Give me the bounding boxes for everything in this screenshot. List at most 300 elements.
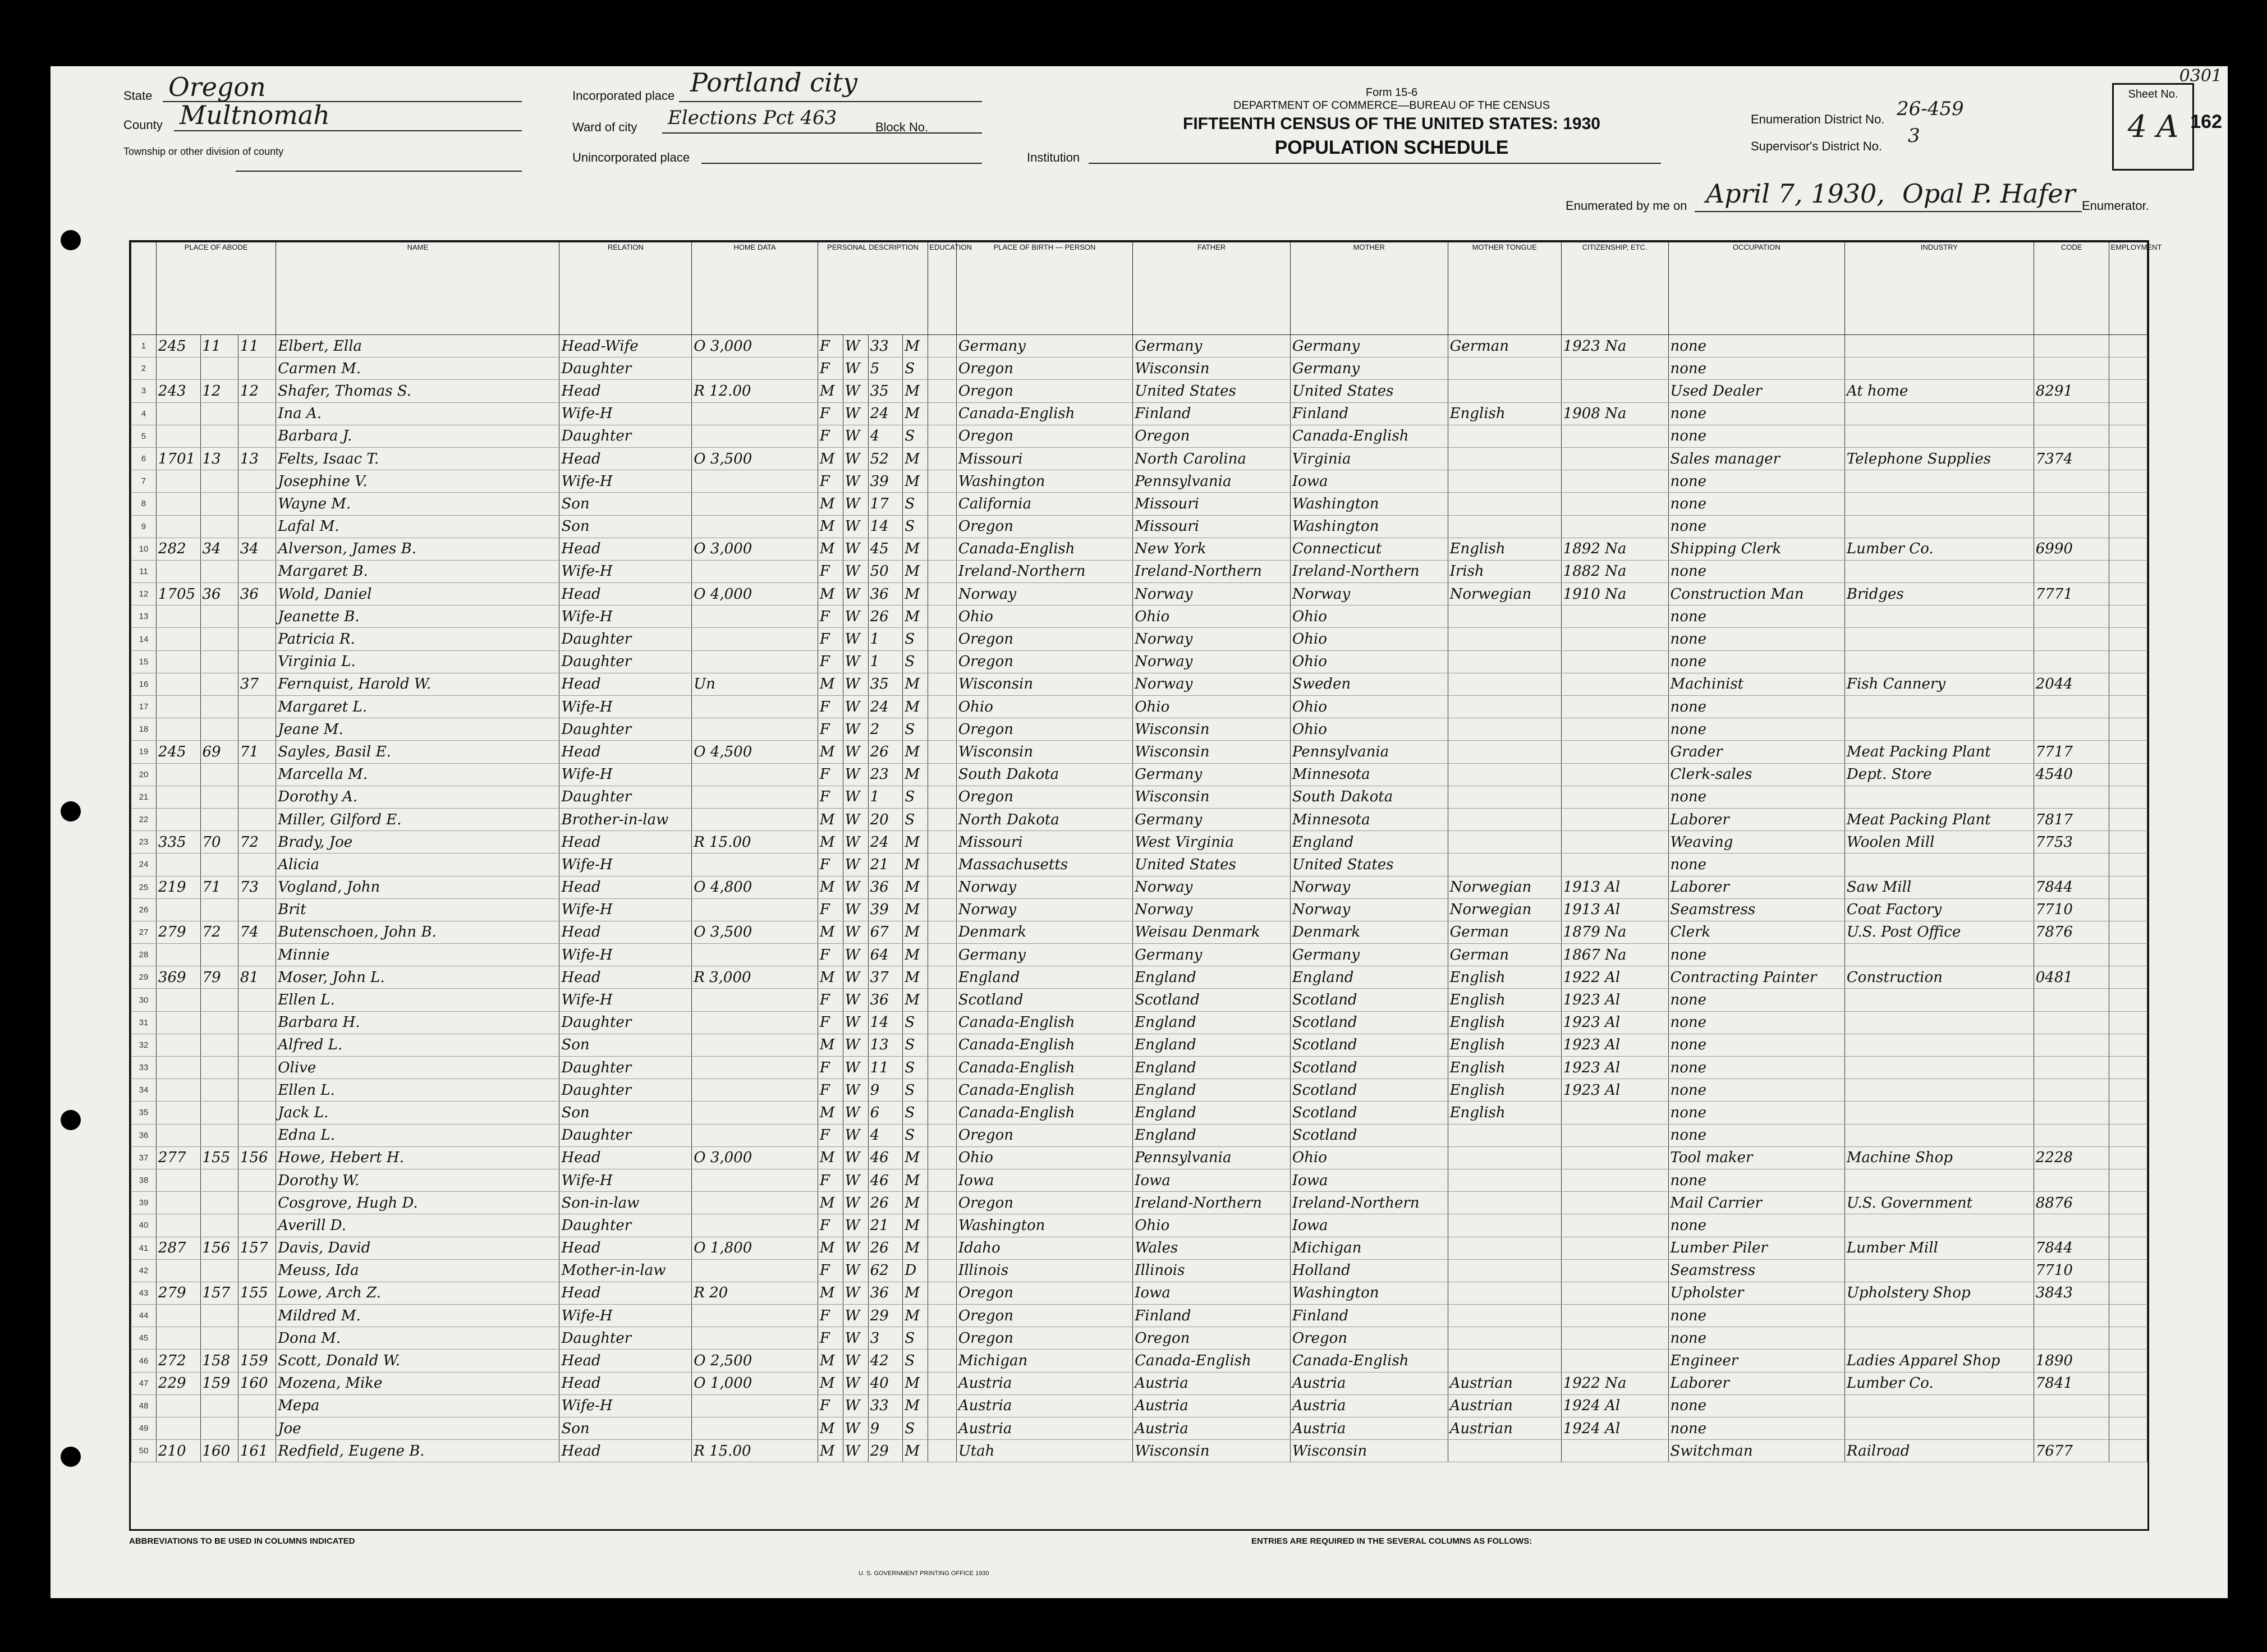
cell-edu	[928, 786, 957, 808]
cell-ms: M	[903, 989, 928, 1011]
cell-name: Alverson, James B.	[276, 538, 559, 560]
cell-code	[2034, 628, 2109, 650]
cell-birth: Michigan	[956, 1350, 1132, 1372]
cell-cit	[1561, 605, 1668, 628]
cell-age: 13	[868, 1034, 903, 1056]
cell-emp	[2109, 898, 2147, 921]
cell-dw	[200, 853, 238, 876]
cell-occ: none	[1668, 1102, 1844, 1124]
cell-father: Austria	[1133, 1394, 1291, 1417]
cell-sex: M	[818, 741, 843, 763]
cell-tongue	[1448, 1440, 1561, 1462]
cell-mother: Ireland-Northern	[1290, 560, 1448, 582]
cell-occ: none	[1668, 1034, 1844, 1056]
cell-birth: Oregon	[956, 628, 1132, 650]
cell-dw: 13	[200, 447, 238, 470]
cell-sex: M	[818, 1102, 843, 1124]
cell-dw: 157	[200, 1282, 238, 1304]
supervisor-value: 3	[1908, 125, 1920, 147]
cell-occ: Clerk-sales	[1668, 763, 1844, 786]
cell-age: 26	[868, 605, 903, 628]
cell-rel: Head	[559, 831, 692, 853]
cell-tongue: English	[1448, 1079, 1561, 1102]
state-label: State	[123, 89, 153, 103]
cell-rel: Head	[559, 1146, 692, 1169]
cell-sex: M	[818, 538, 843, 560]
cell-age: 21	[868, 853, 903, 876]
cell-race: W	[843, 808, 868, 830]
cell-name: Meuss, Ida	[276, 1259, 559, 1282]
cell-no: 5	[131, 425, 157, 447]
cell-fam: 161	[238, 1440, 276, 1462]
cell-mother: Washington	[1290, 493, 1448, 515]
cell-race: W	[843, 831, 868, 853]
col-name: NAME	[276, 242, 559, 335]
cell-rel: Wife-H	[559, 1394, 692, 1417]
cell-ind	[1844, 786, 2034, 808]
cell-name: Ellen L.	[276, 1079, 559, 1102]
cell-dw	[200, 1394, 238, 1417]
cell-ind: Machine Shop	[1844, 1146, 2034, 1169]
cell-fam	[238, 493, 276, 515]
cell-tongue	[1448, 853, 1561, 876]
incorporated-line	[679, 101, 982, 102]
cell-tongue	[1448, 741, 1561, 763]
cell-house: 219	[156, 876, 200, 898]
cell-emp	[2109, 696, 2147, 718]
cell-edu	[928, 1372, 957, 1394]
cell-age: 17	[868, 493, 903, 515]
cell-father: Iowa	[1133, 1282, 1291, 1304]
cell-house: 243	[156, 380, 200, 402]
cell-birth: Oregon	[956, 1192, 1132, 1214]
cell-ind	[1844, 1079, 2034, 1102]
cell-name: Olive	[276, 1057, 559, 1079]
cell-father: Ohio	[1133, 1214, 1291, 1237]
cell-home	[692, 1259, 818, 1282]
cell-sex: M	[818, 831, 843, 853]
cell-ms: S	[903, 1102, 928, 1124]
cell-home	[692, 1057, 818, 1079]
cell-name: Jeanette B.	[276, 605, 559, 628]
cell-fam	[238, 763, 276, 786]
cell-dw	[200, 1011, 238, 1034]
cell-mother: Canada-English	[1290, 1350, 1448, 1372]
cell-father: Wisconsin	[1133, 1440, 1291, 1462]
cell-cit	[1561, 425, 1668, 447]
punch-hole-middle	[61, 801, 81, 822]
block-label: Block No.	[875, 120, 929, 134]
cell-rel: Head	[559, 1237, 692, 1259]
cell-no: 29	[131, 966, 157, 989]
cell-rel: Daughter	[559, 357, 692, 380]
cell-name: Howe, Hebert H.	[276, 1146, 559, 1169]
cell-race: W	[843, 628, 868, 650]
cell-race: W	[843, 673, 868, 695]
cell-ms: M	[903, 380, 928, 402]
cell-race: W	[843, 1214, 868, 1237]
cell-race: W	[843, 1327, 868, 1350]
cell-home	[692, 944, 818, 966]
cell-ms: M	[903, 741, 928, 763]
cell-code	[2034, 650, 2109, 673]
cell-race: W	[843, 357, 868, 380]
cell-edu	[928, 763, 957, 786]
cell-edu	[928, 741, 957, 763]
cell-cit	[1561, 1237, 1668, 1259]
cell-tongue	[1448, 808, 1561, 830]
cell-dw: 36	[200, 583, 238, 605]
cell-code	[2034, 944, 2109, 966]
cell-occ: none	[1668, 402, 1844, 425]
cell-occ: none	[1668, 853, 1844, 876]
cell-emp	[2109, 380, 2147, 402]
cell-rel: Son	[559, 1417, 692, 1440]
cell-name: Davis, David	[276, 1237, 559, 1259]
cell-dw: 34	[200, 538, 238, 560]
cell-home: Un	[692, 673, 818, 695]
cell-father: Germany	[1133, 808, 1291, 830]
cell-name: Minnie	[276, 944, 559, 966]
table-row	[131, 673, 2147, 695]
cell-cit	[1561, 1192, 1668, 1214]
cell-birth: Canada-English	[956, 402, 1132, 425]
cell-father: Pennsylvania	[1133, 470, 1291, 493]
cell-emp	[2109, 605, 2147, 628]
cell-home: O 3,500	[692, 447, 818, 470]
census-title: FIFTEENTH CENSUS OF THE UNITED STATES: 1930	[1183, 114, 1600, 133]
cell-occ: none	[1668, 628, 1844, 650]
cell-ind: U.S. Government	[1844, 1192, 2034, 1214]
table-row	[131, 402, 2147, 425]
cell-home	[692, 853, 818, 876]
cell-mother: South Dakota	[1290, 786, 1448, 808]
sheet-number-box	[2112, 83, 2194, 171]
cell-emp	[2109, 1124, 2147, 1146]
cell-name: Moser, John L.	[276, 966, 559, 989]
cell-no: 30	[131, 989, 157, 1011]
cell-dw	[200, 989, 238, 1011]
cell-age: 5	[868, 357, 903, 380]
cell-fam: 13	[238, 447, 276, 470]
cell-home	[692, 1169, 818, 1191]
cell-ms: M	[903, 853, 928, 876]
cell-birth: Oregon	[956, 650, 1132, 673]
cell-emp	[2109, 1034, 2147, 1056]
cell-edu	[928, 425, 957, 447]
cell-dw	[200, 357, 238, 380]
col-birth-father: FATHER	[1133, 242, 1291, 335]
table-row	[131, 1259, 2147, 1282]
cell-home	[692, 628, 818, 650]
population-table	[129, 240, 2162, 1531]
cell-sex: M	[818, 515, 843, 538]
cell-mother: Iowa	[1290, 1169, 1448, 1191]
cell-age: 29	[868, 1305, 903, 1327]
table-row	[131, 583, 2147, 605]
cell-father: Norway	[1133, 898, 1291, 921]
cell-occ: none	[1668, 1079, 1844, 1102]
cell-fam	[238, 718, 276, 741]
cell-ind: Telephone Supplies	[1844, 447, 2034, 470]
cell-father: Ireland-Northern	[1133, 560, 1291, 582]
cell-father: Ohio	[1133, 605, 1291, 628]
cell-birth: Washington	[956, 470, 1132, 493]
cell-house	[156, 357, 200, 380]
cell-tongue	[1448, 1259, 1561, 1282]
cell-name: Shafer, Thomas S.	[276, 380, 559, 402]
col-line	[131, 242, 157, 335]
cell-no: 50	[131, 1440, 157, 1462]
cell-code	[2034, 1417, 2109, 1440]
cell-code: 8876	[2034, 1192, 2109, 1214]
cell-dw	[200, 1169, 238, 1191]
cell-home: O 3,500	[692, 921, 818, 943]
cell-mother: Germany	[1290, 944, 1448, 966]
cell-occ: none	[1668, 605, 1844, 628]
cell-fam	[238, 1192, 276, 1214]
cell-home	[692, 470, 818, 493]
cell-no: 36	[131, 1124, 157, 1146]
page-number: 162	[2190, 111, 2222, 132]
cell-home	[692, 1011, 818, 1034]
cell-code	[2034, 1102, 2109, 1124]
cell-code: 7753	[2034, 831, 2109, 853]
cell-occ: Seamstress	[1668, 898, 1844, 921]
cell-sex: F	[818, 1327, 843, 1350]
cell-birth: Scotland	[956, 989, 1132, 1011]
cell-no: 23	[131, 831, 157, 853]
cell-home	[692, 1034, 818, 1056]
cell-tongue	[1448, 831, 1561, 853]
cell-code: 7844	[2034, 876, 2109, 898]
cell-name: Carmen M.	[276, 357, 559, 380]
cell-dw	[200, 628, 238, 650]
cell-age: 46	[868, 1146, 903, 1169]
cell-fam	[238, 560, 276, 582]
cell-sex: M	[818, 673, 843, 695]
cell-fam	[238, 786, 276, 808]
cell-name: Wayne M.	[276, 493, 559, 515]
cell-ms: D	[903, 1259, 928, 1282]
cell-mother: Scotland	[1290, 989, 1448, 1011]
county-value: Multnomah	[180, 100, 330, 130]
cell-edu	[928, 1011, 957, 1034]
cell-code	[2034, 605, 2109, 628]
cell-occ: none	[1668, 560, 1844, 582]
cell-code	[2034, 560, 2109, 582]
cell-emp	[2109, 425, 2147, 447]
cell-emp	[2109, 1327, 2147, 1350]
cell-tongue	[1448, 470, 1561, 493]
cell-house	[156, 1214, 200, 1237]
cell-ind	[1844, 989, 2034, 1011]
cell-no: 38	[131, 1169, 157, 1191]
cell-home	[692, 1394, 818, 1417]
cell-no: 7	[131, 470, 157, 493]
col-employment: EMPLOYMENT	[2109, 242, 2147, 335]
cell-ms: M	[903, 1146, 928, 1169]
cell-rel: Head	[559, 921, 692, 943]
cell-dw	[200, 718, 238, 741]
table-row	[131, 447, 2147, 470]
cell-race: W	[843, 696, 868, 718]
cell-ms: S	[903, 808, 928, 830]
cell-birth: Ireland-Northern	[956, 560, 1132, 582]
cell-home	[692, 1102, 818, 1124]
cell-race: W	[843, 583, 868, 605]
table-row	[131, 1440, 2147, 1462]
cell-mother: Scotland	[1290, 1124, 1448, 1146]
cell-race: W	[843, 402, 868, 425]
cell-dw	[200, 696, 238, 718]
cell-rel: Wife-H	[559, 402, 692, 425]
table-row	[131, 989, 2147, 1011]
cell-code: 7710	[2034, 1259, 2109, 1282]
cell-cit	[1561, 808, 1668, 830]
cell-father: Missouri	[1133, 493, 1291, 515]
cell-fam: 81	[238, 966, 276, 989]
unincorporated-label: Unincorporated place	[572, 150, 690, 164]
cell-age: 14	[868, 1011, 903, 1034]
cell-race: W	[843, 966, 868, 989]
cell-no: 21	[131, 786, 157, 808]
cell-age: 64	[868, 944, 903, 966]
cell-father: Austria	[1133, 1372, 1291, 1394]
cell-emp	[2109, 1102, 2147, 1124]
cell-cit: 1923 Al	[1561, 1079, 1668, 1102]
corner-number: 0301	[2179, 66, 2222, 86]
cell-tongue: English	[1448, 1011, 1561, 1034]
cell-home: R 20	[692, 1282, 818, 1304]
cell-dw	[200, 1214, 238, 1237]
cell-house	[156, 853, 200, 876]
cell-mother: Germany	[1290, 357, 1448, 380]
cell-cit	[1561, 1169, 1668, 1191]
cell-occ: Grader	[1668, 741, 1844, 763]
cell-ind: Saw Mill	[1844, 876, 2034, 898]
cell-father: Norway	[1133, 583, 1291, 605]
cell-house	[156, 808, 200, 830]
cell-sex: F	[818, 1057, 843, 1079]
cell-mother: Washington	[1290, 515, 1448, 538]
cell-emp	[2109, 1011, 2147, 1034]
cell-sex: F	[818, 402, 843, 425]
cell-sex: F	[818, 628, 843, 650]
cell-fam	[238, 1169, 276, 1191]
cell-age: 37	[868, 966, 903, 989]
enumeration-value: 26-459	[1897, 98, 1964, 120]
cell-father: Austria	[1133, 1417, 1291, 1440]
cell-edu	[928, 538, 957, 560]
cell-emp	[2109, 1192, 2147, 1214]
cell-cit	[1561, 628, 1668, 650]
cell-father: Norway	[1133, 650, 1291, 673]
cell-cit	[1561, 718, 1668, 741]
cell-age: 45	[868, 538, 903, 560]
cell-birth: Utah	[956, 1440, 1132, 1462]
township-line	[236, 171, 522, 172]
cell-rel: Son	[559, 1034, 692, 1056]
cell-house: 335	[156, 831, 200, 853]
cell-emp	[2109, 1169, 2147, 1191]
cell-ms: S	[903, 650, 928, 673]
cell-cit	[1561, 1146, 1668, 1169]
cell-home	[692, 763, 818, 786]
cell-occ: none	[1668, 1011, 1844, 1034]
cell-race: W	[843, 1034, 868, 1056]
cell-edu	[928, 1169, 957, 1191]
cell-cit	[1561, 696, 1668, 718]
cell-race: W	[843, 515, 868, 538]
cell-tongue	[1448, 447, 1561, 470]
cell-code: 7841	[2034, 1372, 2109, 1394]
cell-no: 12	[131, 583, 157, 605]
cell-fam	[238, 357, 276, 380]
cell-ms: M	[903, 538, 928, 560]
cell-birth: North Dakota	[956, 808, 1132, 830]
cell-edu	[928, 989, 957, 1011]
cell-mother: Ohio	[1290, 650, 1448, 673]
cell-cit: 1924 Al	[1561, 1417, 1668, 1440]
cell-tongue: English	[1448, 1034, 1561, 1056]
cell-dw	[200, 425, 238, 447]
cell-cit	[1561, 515, 1668, 538]
cell-age: 36	[868, 876, 903, 898]
cell-ind: Upholstery Shop	[1844, 1282, 2034, 1304]
cell-rel: Wife-H	[559, 763, 692, 786]
cell-name: Alicia	[276, 853, 559, 876]
cell-rel: Wife-H	[559, 944, 692, 966]
table-row	[131, 650, 2147, 673]
cell-edu	[928, 650, 957, 673]
cell-occ: Contracting Painter	[1668, 966, 1844, 989]
cell-mother: Norway	[1290, 583, 1448, 605]
cell-race: W	[843, 1011, 868, 1034]
cell-rel: Head	[559, 583, 692, 605]
cell-no: 15	[131, 650, 157, 673]
cell-sex: F	[818, 650, 843, 673]
cell-ind	[1844, 1057, 2034, 1079]
cell-house: 282	[156, 538, 200, 560]
cell-age: 4	[868, 425, 903, 447]
cell-occ: none	[1668, 335, 1844, 357]
cell-rel: Son	[559, 1102, 692, 1124]
cell-edu	[928, 853, 957, 876]
cell-occ: Switchman	[1668, 1440, 1844, 1462]
cell-ms: M	[903, 763, 928, 786]
cell-mother: Scotland	[1290, 1034, 1448, 1056]
ward-line	[662, 132, 982, 134]
cell-dw	[200, 1102, 238, 1124]
cell-age: 1	[868, 786, 903, 808]
cell-code: 7771	[2034, 583, 2109, 605]
cell-ind	[1844, 1011, 2034, 1034]
cell-no: 32	[131, 1034, 157, 1056]
cell-fam: 71	[238, 741, 276, 763]
cell-birth: Oregon	[956, 1327, 1132, 1350]
cell-tongue: English	[1448, 538, 1561, 560]
cell-rel: Wife-H	[559, 853, 692, 876]
cell-birth: Ohio	[956, 605, 1132, 628]
cell-rel: Wife-H	[559, 470, 692, 493]
cell-father: Weisau Denmark	[1133, 921, 1291, 943]
cell-house	[156, 402, 200, 425]
cell-mother: Finland	[1290, 402, 1448, 425]
cell-tongue: German	[1448, 944, 1561, 966]
cell-ms: S	[903, 425, 928, 447]
cell-tongue: Austrian	[1448, 1417, 1561, 1440]
